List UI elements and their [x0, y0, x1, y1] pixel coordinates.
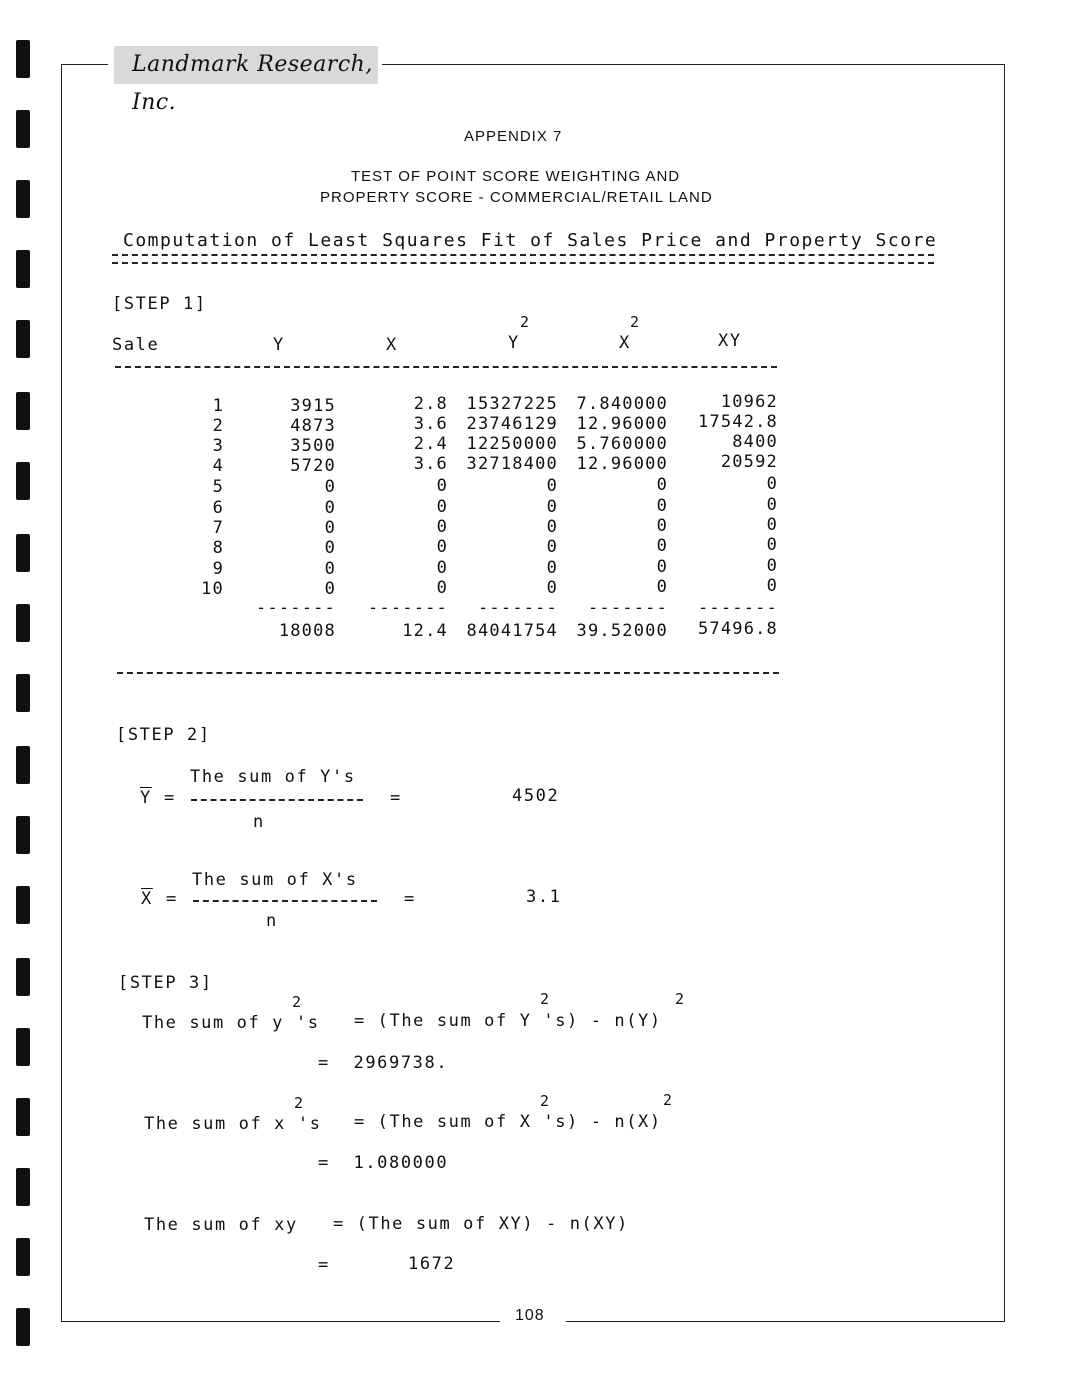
cell-y: 3500: [290, 436, 336, 456]
binder-hole: [16, 1168, 30, 1206]
cell-x: 0: [436, 497, 448, 517]
binder-hole: [16, 1028, 30, 1066]
cell-y2: 12250000: [466, 434, 558, 454]
section-subtitle: Computation of Least Squares Fit of Sales Price and Property Score: [123, 230, 938, 251]
cell-y: 4873: [290, 416, 336, 436]
cell-y: 0: [324, 477, 336, 497]
cell-x2: 12.96000: [576, 454, 668, 474]
page-number: 108: [515, 1307, 545, 1324]
step3-label: [STEP 3]: [118, 973, 213, 993]
cell-x2: 12.96000: [576, 414, 668, 434]
cell-xy: 0: [766, 474, 778, 494]
subtotal-dashes: -------: [477, 598, 558, 618]
binder-hole: [16, 886, 30, 924]
cell-x: 2.8: [413, 394, 448, 414]
total-x2: 39.52000: [576, 621, 668, 641]
title-line-2: PROPERTY SCORE - COMMERCIAL/RETAIL LAND: [320, 189, 713, 206]
binder-hole: [16, 180, 30, 218]
xbar-equals-2: =: [404, 889, 416, 909]
cell-x: 0: [436, 476, 448, 496]
cell-y2: 0: [546, 517, 558, 537]
cell-y2: 0: [546, 558, 558, 578]
cell-y: 0: [324, 538, 336, 558]
appendix-label: APPENDIX 7: [464, 128, 563, 145]
sum-y-squared-result: = 2969738.: [318, 1053, 449, 1073]
cell-sale: 9: [212, 559, 224, 579]
binder-hole: [16, 1308, 30, 1346]
cell-y: 0: [324, 579, 336, 599]
cell-sale: 1: [212, 396, 224, 416]
sum-x-squared-label: The sum of x 's: [144, 1114, 322, 1134]
cell-xy: 20592: [720, 452, 778, 472]
binder-hole: [16, 392, 30, 430]
cell-y2: 0: [546, 497, 558, 517]
cell-x2: 0: [656, 496, 668, 516]
exponent: 2: [540, 1092, 551, 1110]
header-x: X: [386, 335, 398, 355]
header-x-squared: X: [619, 333, 631, 353]
exponent: 2: [294, 1094, 305, 1112]
header-y-squared: Y: [508, 333, 520, 353]
cell-xy: 0: [766, 556, 778, 576]
y2-exponent: 2: [520, 313, 531, 331]
header-sale: Sale: [112, 335, 160, 355]
cell-sale: 10: [201, 579, 224, 599]
cell-sale: 5: [212, 477, 224, 497]
sum-xy-equals: =: [318, 1255, 330, 1275]
binder-hole: [16, 534, 30, 572]
cell-x2: 0: [656, 536, 668, 556]
cell-sale: 4: [212, 456, 224, 476]
xbar-fraction-bar: [193, 900, 377, 902]
cell-y2: 15327225: [466, 394, 558, 414]
total-x: 12.4: [402, 621, 448, 641]
cell-sale: 3: [212, 436, 224, 456]
header-y: Y: [273, 335, 285, 355]
ybar-numerator: The sum of Y's: [190, 767, 356, 787]
step2-label: [STEP 2]: [116, 725, 211, 745]
xbar-symbol: $\overline{X}$: [141, 889, 153, 909]
x2-exponent: 2: [630, 313, 641, 331]
subtotal-dashes: -------: [255, 598, 336, 618]
cell-xy: 8400: [732, 432, 778, 452]
table-bottom-rule: [117, 672, 779, 674]
sum-xy-formula: = (The sum of XY) - n(XY): [333, 1214, 629, 1234]
cell-y2: 23746129: [466, 414, 558, 434]
cell-x2: 0: [656, 516, 668, 536]
binder-hole: [16, 320, 30, 358]
binder-hole: [16, 110, 30, 148]
cell-xy: 17542.8: [697, 412, 778, 432]
sum-xy-result: 1672: [408, 1254, 456, 1274]
cell-sale: 2: [212, 416, 224, 436]
header-rule: [115, 366, 777, 368]
binder-hole: [16, 250, 30, 288]
cell-x: 0: [436, 517, 448, 537]
cell-x: 0: [436, 558, 448, 578]
cell-x: 0: [436, 537, 448, 557]
cell-x: 3.6: [413, 454, 448, 474]
subtotal-dashes: -------: [697, 598, 778, 618]
sum-x-squared-result: = 1.080000: [318, 1153, 449, 1173]
cell-y: 0: [324, 559, 336, 579]
cell-y2: 0: [546, 476, 558, 496]
cell-xy: 0: [766, 535, 778, 555]
binder-hole: [16, 40, 30, 78]
sum-xy-label: The sum of xy: [144, 1215, 298, 1235]
binder-hole: [16, 816, 30, 854]
ybar-symbol: $\overline{Y}$: [140, 788, 152, 808]
total-xy: 57496.8: [697, 619, 778, 639]
cell-y2: 0: [546, 578, 558, 598]
ybar-denominator: n: [253, 812, 265, 832]
total-y2: 84041754: [466, 621, 558, 641]
header-xy: XY: [718, 331, 742, 351]
cell-xy: 0: [766, 495, 778, 515]
cell-x2: 7.840000: [576, 394, 668, 414]
step1-label: [STEP 1]: [112, 294, 207, 314]
xbar-denominator: n: [266, 911, 278, 931]
subtotal-dashes: -------: [587, 598, 668, 618]
binder-hole: [16, 462, 30, 500]
cell-sale: 8: [212, 538, 224, 558]
total-y: 18008: [278, 621, 336, 641]
exponent: 2: [540, 990, 551, 1008]
cell-xy: 0: [766, 576, 778, 596]
xbar-equals: =: [166, 889, 178, 909]
xbar-numerator: The sum of X's: [192, 870, 358, 890]
ybar-equals: =: [164, 788, 176, 808]
cell-sale: 7: [212, 518, 224, 538]
binder-hole: [16, 958, 30, 996]
cell-y: 5720: [290, 456, 336, 476]
ybar-fraction-bar: [191, 799, 363, 801]
binder-hole: [16, 604, 30, 642]
binder-hole: [16, 746, 30, 784]
cell-y: 3915: [290, 396, 336, 416]
binder-hole: [16, 674, 30, 712]
cell-x2: 5.760000: [576, 434, 668, 454]
sum-x-squared-formula: = (The sum of X 's) - n(X): [354, 1112, 662, 1132]
title-line-1: TEST OF POINT SCORE WEIGHTING AND: [351, 168, 681, 185]
cell-x: 0: [436, 578, 448, 598]
cell-x: 3.6: [413, 414, 448, 434]
binder-hole: [16, 1098, 30, 1136]
company-logo: Landmark Research, Inc.: [114, 46, 378, 84]
sum-y-squared-label: The sum of y 's: [142, 1013, 320, 1033]
ybar-value: 4502: [512, 786, 560, 806]
cell-x2: 0: [656, 557, 668, 577]
subtotal-dashes: -------: [367, 598, 448, 618]
exponent: 2: [292, 993, 303, 1011]
cell-y2: 0: [546, 537, 558, 557]
cell-x2: 0: [656, 475, 668, 495]
cell-y: 0: [324, 498, 336, 518]
xbar-value: 3.1: [526, 887, 562, 907]
binder-holes: [16, 0, 32, 1380]
cell-xy: 0: [766, 515, 778, 535]
sum-y-squared-formula: = (The sum of Y 's) - n(Y): [354, 1011, 662, 1031]
cell-y: 0: [324, 518, 336, 538]
cell-y2: 32718400: [466, 454, 558, 474]
double-rule: [112, 254, 934, 264]
binder-hole: [16, 1238, 30, 1276]
exponent: 2: [675, 990, 686, 1008]
exponent: 2: [663, 1091, 674, 1109]
ybar-equals-2: =: [390, 788, 402, 808]
cell-xy: 10962: [720, 392, 778, 412]
cell-x2: 0: [656, 577, 668, 597]
cell-x: 2.4: [413, 434, 448, 454]
cell-sale: 6: [212, 498, 224, 518]
